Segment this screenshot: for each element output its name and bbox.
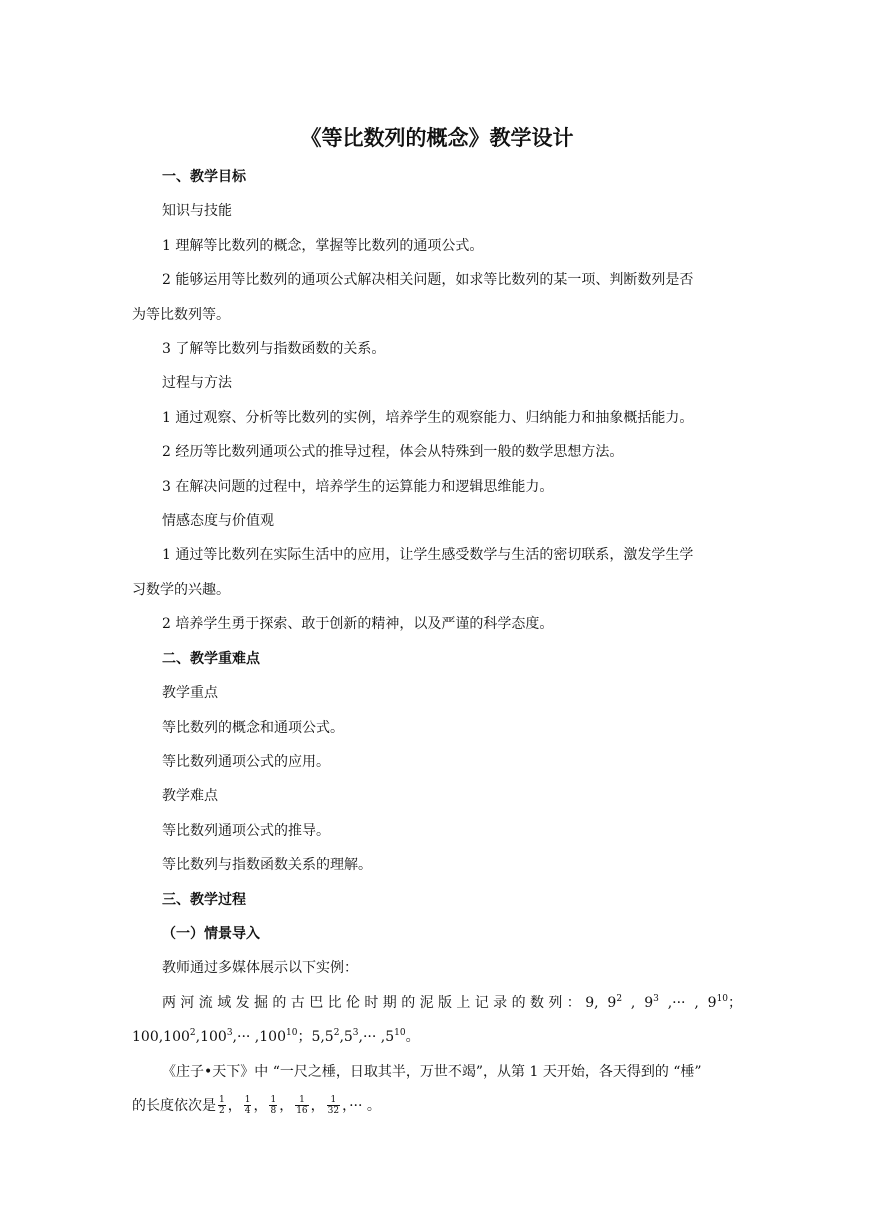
fraction-1-2: $\frac{1}{2}$ (219, 1095, 225, 1117)
section-heading-process: 三、教学过程 (162, 891, 246, 908)
zhuangzi-line-2: 的长度依次是 $\frac{1}{2}$ ， $\frac{1}{4}$ ， $\frac{1}{8}$ ， $\frac{1}{16}$ ， $\frac{1}{32}$ ，··· 。 (132, 1095, 381, 1117)
subheading-difficulty: 教学难点 (162, 788, 218, 805)
fraction-1-4: $\frac{1}{4}$ (244, 1095, 251, 1117)
intro-text: 教师通过多媒体展示以下实例： (162, 960, 358, 977)
zhuangzi-line-1: 《庄子•天下》中 “一尺之棰，日取其半，万世不竭”，从第 1 天开始，各天得到的 “棰” (162, 1063, 702, 1080)
process-item-3: 3 在解决问题的过程中，培养学生的运算能力和逻辑思维能力。 (162, 478, 554, 495)
knowledge-item-1: 1 理解等比数列的概念，掌握等比数列的通项公式。 (162, 237, 484, 254)
section-heading-keypoints: 二、教学重难点 (162, 650, 260, 667)
subsection-heading-intro: （一）情景导入 (162, 925, 260, 942)
fraction-1-32: $\frac{1}{32}$ (327, 1095, 340, 1117)
difficulty-item-2: 等比数列与指数函数关系的理解。 (162, 857, 372, 874)
fraction-1-8: $\frac{1}{8}$ (270, 1095, 277, 1117)
emotion-item-1-line-1: 1 通过等比数列在实际生活中的应用，让学生感受数学与生活的密切联系，激发学生学 (162, 547, 694, 564)
babylon-text: 两河流域发掘的古巴比伦时期的泥版上记录的数列： (162, 994, 586, 1011)
document-title: 《等比数列的概念》教学设计 (300, 125, 574, 150)
ellipsis-end: ··· 。 (349, 1097, 381, 1114)
knowledge-item-3: 3 了解等比数列与指数函数的关系。 (162, 341, 386, 358)
sequence-5: $5,5^2,5^3,\cdot\cdot\cdot ,5^{10}$。 (311, 1028, 420, 1046)
subheading-knowledge: 知识与技能 (162, 203, 232, 220)
fraction-1-16: $\frac{1}{16}$ (296, 1095, 308, 1117)
babylon-line-2 (132, 1020, 742, 1054)
focus-item-1: 等比数列的概念和通项公式。 (162, 719, 344, 736)
sequence-100: $100,100^2,100^3,\cdot\cdot\cdot ,100^{10}$； (132, 1028, 312, 1046)
difficulty-item-1: 等比数列通项公式的推导。 (162, 822, 330, 839)
process-item-2: 2 经历等比数列通项公式的推导过程，体会从特殊到一般的数学思想方法。 (162, 444, 624, 461)
subheading-focus: 教学重点 (162, 685, 218, 702)
zhuangzi-prefix: 的长度依次是 (132, 1097, 216, 1114)
sequence-9: 9, $9^2$ , $9^3$ ,··· , $9^{10}$； (585, 993, 743, 1011)
emotion-item-2: 2 培养学生勇于探索、敢于创新的精神，以及严谨的科学态度。 (162, 616, 554, 633)
focus-item-2: 等比数列通项公式的应用。 (162, 753, 330, 770)
process-item-1: 1 通过观察、分析等比数列的实例，培养学生的观察能力、归纳能力和抽象概括能力。 (162, 409, 694, 426)
emotion-item-1-line-2: 习数学的兴趣。 (132, 581, 230, 598)
subheading-process-method: 过程与方法 (162, 375, 232, 392)
section-heading-goals: 一、教学目标 (162, 169, 246, 185)
subheading-emotion: 情感态度与价值观 (162, 513, 274, 530)
knowledge-item-2-line-1: 2 能够运用等比数列的通项公式解决相关问题，如求等比数列的某一项、判断数列是否 (162, 272, 694, 289)
knowledge-item-2-line-2: 为等比数列等。 (132, 306, 230, 323)
babylon-line-1 (132, 986, 742, 1020)
